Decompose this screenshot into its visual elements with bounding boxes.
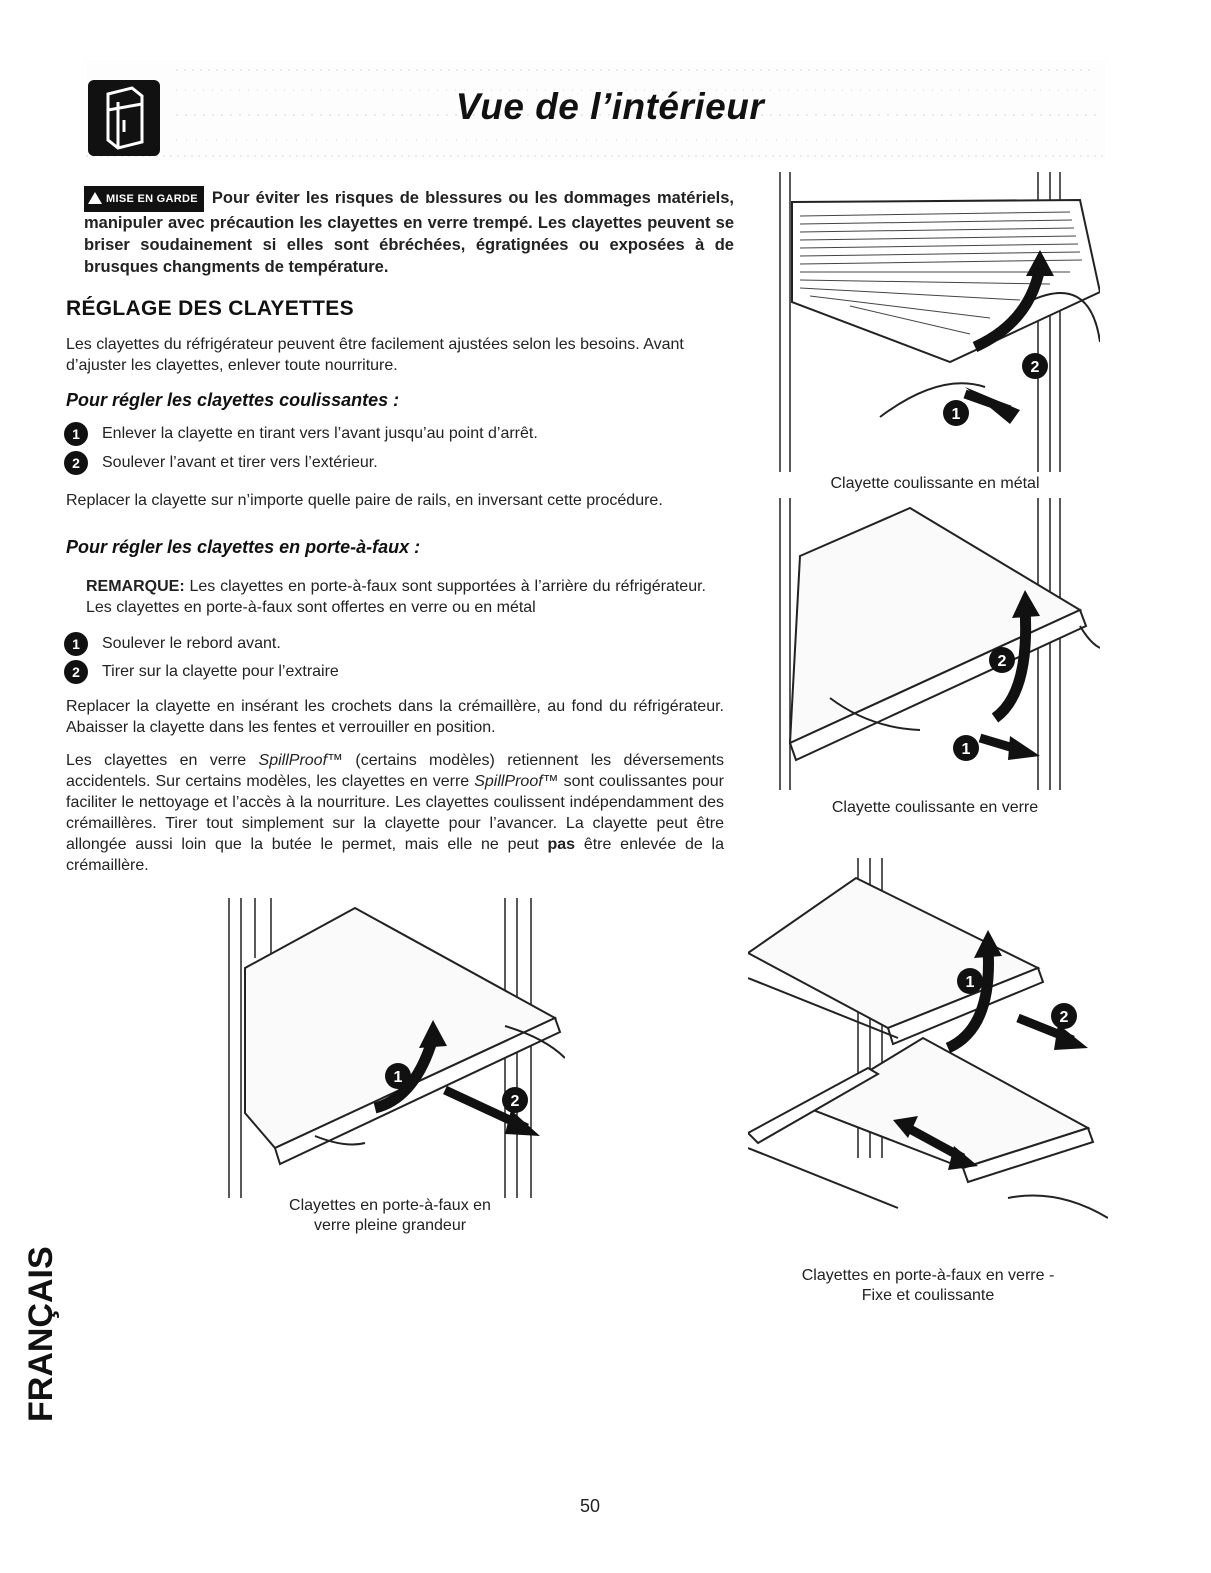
note-label: REMARQUE:	[86, 578, 185, 595]
warning-badge-label: MISE EN GARDE	[106, 193, 198, 205]
fixed-sliding-cantilever-illustration	[748, 858, 1108, 1258]
warning-badge	[84, 186, 204, 212]
spillproof-text-4: être enlevée de la crémaillère.	[66, 836, 724, 874]
spillproof-text-2: (certains modèles) retiennent les déversements accidentels. Sur certains modèles, les clayettes en verre	[66, 752, 724, 790]
sliding-replace: Replacer la clayette sur n’importe quelle paire de rails, en inversant cette procédure.	[66, 492, 663, 509]
spillproof-text-1: Les clayettes en verre	[66, 752, 259, 769]
step-number-badge: 1	[64, 422, 88, 446]
fixed-sliding-caption	[748, 1266, 1108, 1306]
sliding-step-2	[64, 451, 378, 475]
cantilever-replace: Replacer la clayette en insérant les crochets dans la crémaillère, au fond du réfrigérateur. Abaisser la clayette dans les fentes et verrouiller en position.	[66, 698, 724, 736]
cantilever-heading: Pour régler les clayettes en porte-à-faux :	[66, 537, 421, 557]
sliding-step-1	[64, 422, 538, 446]
metal-shelf-caption: Clayette coulissante en métal	[830, 475, 1040, 492]
spillproof-brand: SpillProof™	[474, 773, 559, 790]
sliding-heading: Pour régler les clayettes coulissantes :	[66, 390, 400, 410]
section-heading: RÉGLAGE DES CLAYETTES	[66, 297, 354, 320]
spillproof-text-3: sont coulissantes pour faciliter le nettoyage et l’accès à la nourriture. Les clayettes coulissent indépendamment des crémaillères. Tirer tout simplement sur la clayette pour l’avancer. La clayette peut être allongée aussi loin que la butée le permet, mais elle ne peut	[66, 773, 724, 853]
spillproof-paragraph	[66, 750, 724, 876]
warning-text: Pour éviter les risques de blessures ou les dommages matériels, manipuler avec précaution les clayettes en verre trempé. Les clayettes peuvent se briser soudainement si elles sont ébréchées, égratignées ou exposées à de brusques changments de température.	[84, 189, 734, 276]
refrigerator-logo	[88, 80, 160, 156]
step-number-badge: 2	[64, 451, 88, 475]
step-text: Tirer sur la clayette pour l’extraire	[102, 663, 339, 681]
caption-line-2: verre pleine grandeur	[313, 1217, 467, 1234]
page-number: 50	[579, 1496, 601, 1516]
cantilever-step-2	[64, 660, 339, 684]
full-cantilever-caption	[215, 1196, 565, 1236]
spillproof-brand: SpillProof™	[258, 752, 344, 769]
step-number-badge: 1	[64, 632, 88, 656]
cantilever-note	[86, 576, 706, 618]
caption-line-1: Clayettes en porte-à-faux en	[289, 1197, 491, 1214]
page-title: Vue de l’intérieur	[455, 86, 765, 127]
step-marker-1: 1	[961, 741, 971, 758]
warning-triangle-icon	[88, 192, 102, 204]
step-marker-1: 1	[951, 406, 961, 423]
refrigerator-icon	[88, 80, 160, 156]
note-text: Les clayettes en porte-à-faux sont supportées à l’arrière du réfrigérateur. Les clayettes en porte-à-faux sont offertes en verre ou en métal	[86, 578, 706, 616]
glass-shelf-illustration	[770, 498, 1100, 790]
glass-shelf-caption: Clayette coulissante en verre	[831, 799, 1039, 816]
caption-line-2: Fixe et coulissante	[861, 1287, 995, 1304]
step-marker-1: 1	[393, 1069, 403, 1086]
warning-block	[84, 186, 734, 278]
section-intro: Les clayettes du réfrigérateur peuvent être facilement ajustées selon les besoins. Avant d’ajuster les clayettes, enlever toute nourriture.	[66, 336, 684, 374]
language-side-label	[8, 1240, 68, 1430]
step-marker-1: 1	[965, 974, 975, 991]
step-marker-2: 2	[1030, 359, 1040, 376]
caption-line-1: Clayettes en porte-à-faux en verre -	[801, 1267, 1055, 1284]
metal-shelf-illustration	[770, 172, 1100, 472]
language-label: FRANÇAIS	[22, 1246, 60, 1422]
full-cantilever-illustration	[215, 898, 565, 1198]
step-text: Soulever l’avant et tirer vers l’extérieur.	[102, 454, 378, 472]
step-text: Enlever la clayette en tirant vers l’avant jusqu’au point d’arrêt.	[102, 425, 538, 443]
spillproof-bold: pas	[547, 836, 576, 853]
step-marker-2: 2	[1059, 1009, 1069, 1026]
cantilever-step-1	[64, 632, 281, 656]
step-marker-2: 2	[997, 653, 1007, 670]
step-number-badge: 2	[64, 660, 88, 684]
step-text: Soulever le rebord avant.	[102, 635, 281, 653]
step-marker-2: 2	[510, 1093, 520, 1110]
